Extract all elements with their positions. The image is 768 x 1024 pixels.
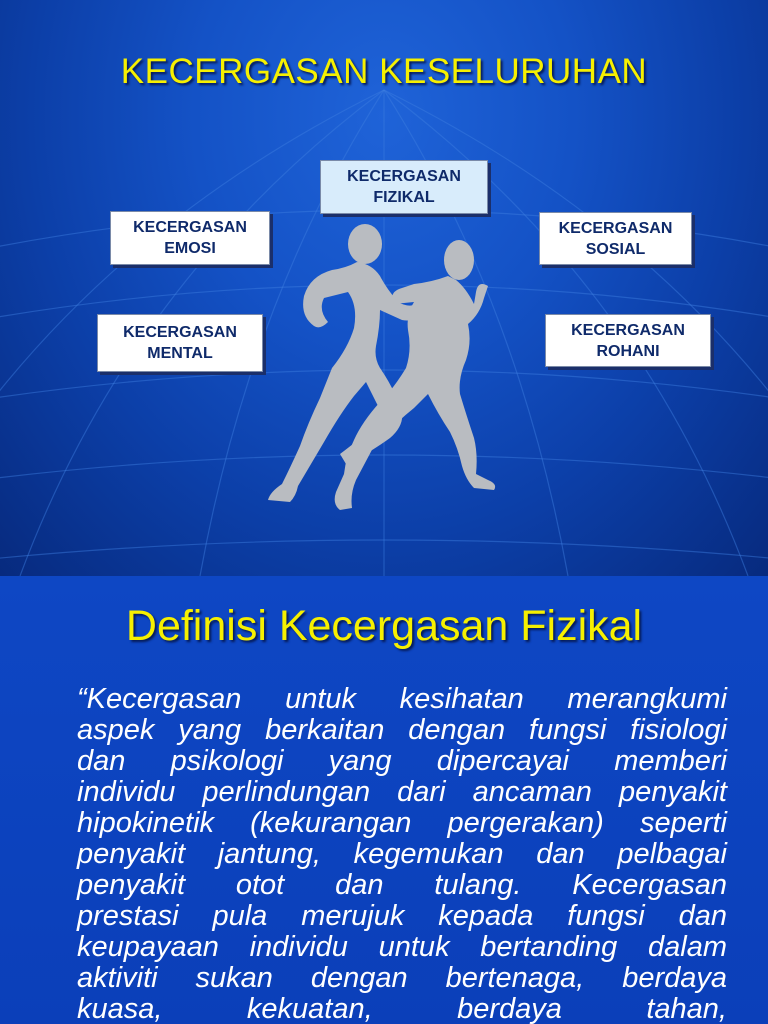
slide-title: KECERGASAN KESELURUHAN [120, 52, 648, 91]
box-line-1: KECERGASAN [347, 168, 461, 185]
paragraph-line: individu perlindungan dari ancaman penyakit [77, 776, 727, 808]
box-line-2: SOSIAL [585, 240, 646, 258]
box-line-2: EMOSI [164, 240, 216, 257]
box-kecergasan-emosi [110, 211, 270, 265]
paragraph-line: penyakit otot dan tulang. Kecergasan [77, 869, 727, 901]
box-line-1: KECERGASAN [123, 324, 237, 341]
box-line-2: FIZIKAL [373, 189, 435, 206]
paragraph-line: prestasi pula merujuk kepada fungsi dan [77, 900, 727, 932]
box-line-2: ROHANI [596, 342, 660, 360]
paragraph-line: aspek yang berkaitan dengan fungsi fisiologi [77, 714, 727, 746]
box-line-1: KECERGASAN [571, 321, 685, 339]
slide-title: Definisi Kecergasan Fizikal [125, 602, 643, 650]
paragraph-line: dan psikologi yang dipercayai memberi [77, 745, 727, 777]
box-kecergasan-rohani [545, 314, 711, 367]
box-kecergasan-mental [97, 314, 263, 372]
box-kecergasan-sosial [539, 212, 692, 265]
paragraph-line: keupayaan individu untuk bertanding dalam [77, 931, 727, 963]
definition-paragraph [77, 684, 727, 1024]
paragraph-line: “Kecergasan untuk kesihatan merangkumi [77, 683, 727, 715]
box-line-1: KECERGASAN [558, 219, 673, 237]
paragraph-line: hipokinetik (kekurangan pergerakan) seperti [77, 807, 727, 839]
runner-back-figure [268, 224, 422, 502]
box-kecergasan-fizikal [320, 160, 488, 214]
runners-illustration [262, 218, 512, 518]
paragraph-line: kuasa, kekuatan, berdaya tahan, [77, 993, 727, 1024]
box-line-2: MENTAL [147, 345, 213, 362]
paragraph-line: penyakit jantung, kegemukan dan pelbagai [77, 838, 727, 870]
slide-2 [0, 576, 768, 1024]
box-line-1: KECERGASAN [133, 219, 247, 236]
paragraph-line: aktiviti sukan dengan bertenaga, berdaya [77, 962, 727, 994]
